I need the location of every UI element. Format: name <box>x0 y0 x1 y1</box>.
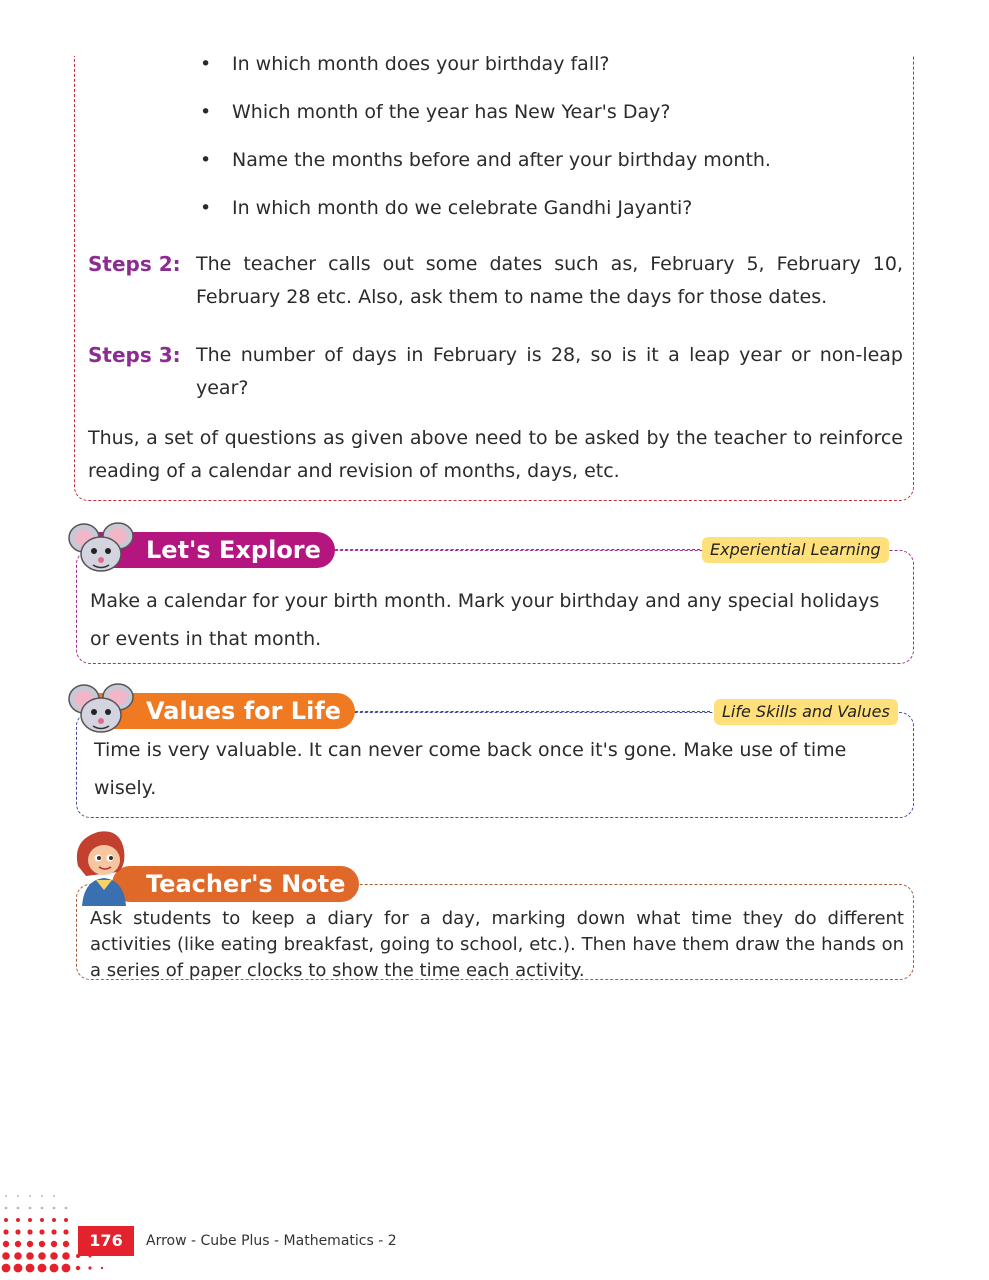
list-item: • In which month do we celebrate Gandhi Jayanti? <box>200 197 693 219</box>
teachers-note-text: Ask students to keep a diary for a day, marking down what time they do different activities (like eating breakfast, going to school, etc.). Then have them draw the hands on a series of paper clocks to show the time each activity. <box>90 908 904 981</box>
step-text: The teacher calls out some dates such as, February 5, February 10, February 28 etc. Also, ask them to name the days for those dates. <box>196 253 903 308</box>
mouse-mascot-icon <box>66 522 136 574</box>
values-for-life-title: Values for Life <box>82 693 355 729</box>
list-item: • In which month does your birthday fall? <box>200 53 610 75</box>
step-label: Steps 2: <box>88 252 181 276</box>
mouse-mascot-icon <box>66 683 136 735</box>
lets-explore-title: Let's Explore <box>82 532 335 568</box>
lets-explore-text: Make a calendar for your birth month. Mark your birthday and any special holidays or events in that month. <box>90 590 880 650</box>
teacher-girl-icon <box>68 826 144 906</box>
divider <box>330 711 710 712</box>
book-title: Arrow - Cube Plus - Mathematics - 2 <box>146 1233 397 1249</box>
list-item: • Which month of the year has New Year's Day? <box>200 101 671 123</box>
teachers-note-title: Teacher's Note <box>112 866 359 902</box>
step-label: Steps 3: <box>88 343 181 367</box>
list-item: • Name the months before and after your birthday month. <box>200 149 771 171</box>
values-for-life-text: Time is very valuable. It can never come back once it's gone. Make use of time wisely. <box>94 739 847 799</box>
experiential-learning-tag: Experiential Learning <box>702 537 889 563</box>
divider <box>300 549 700 550</box>
step-text: The number of days in February is 28, so is it a leap year or non-leap year? <box>196 344 903 399</box>
life-skills-tag: Life Skills and Values <box>714 699 898 725</box>
conclusion-paragraph: Thus, a set of questions as given above need to be asked by the teacher to reinforce reading of a calendar and revision of months, days, etc. <box>88 427 903 482</box>
step-2 <box>88 248 903 314</box>
page-number: 176 <box>78 1226 134 1256</box>
question-list <box>196 52 896 244</box>
step-3 <box>88 339 903 405</box>
